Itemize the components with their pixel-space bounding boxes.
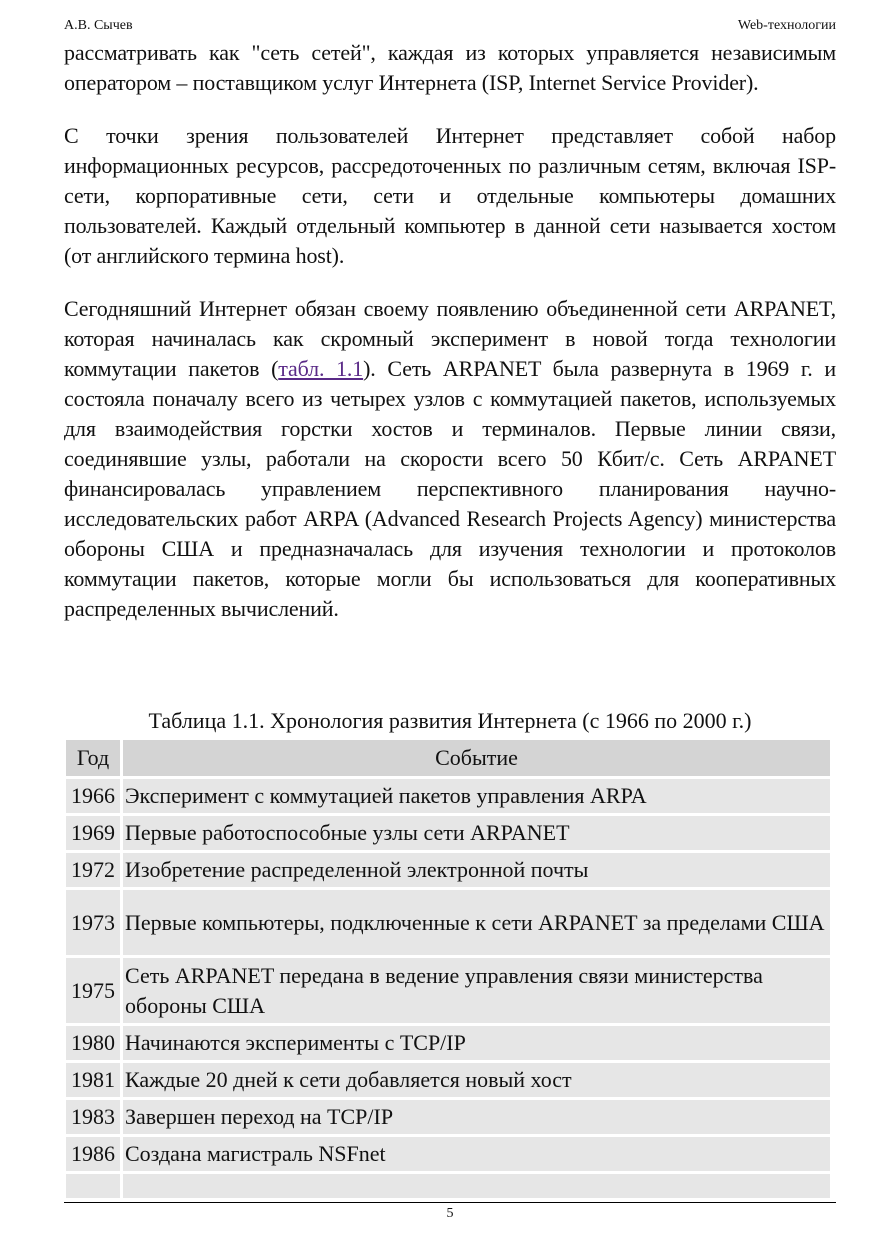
header-event: Событие — [123, 740, 830, 776]
paragraph-1: рассматривать как "сеть сетей", каждая из которых управляется независимым оператором – поставщиком услуг Интернета (ISP, Internet Service Provider). — [64, 40, 836, 95]
row-event-empty — [123, 1174, 830, 1198]
row-year: 1983 — [66, 1100, 120, 1134]
row-year: 1980 — [66, 1026, 120, 1060]
table-row — [66, 853, 830, 887]
header-title: Web-технологии — [737, 18, 836, 33]
row-year: 1981 — [66, 1063, 120, 1097]
document-page — [64, 0, 836, 1241]
paragraph-3-end: ). Сеть ARPANET была развернута в 1969 г. и состояла поначалу всего из четырех узлов с коммутацией пакетов, используемых для взаимодействия горстки хостов и терминалов. Первые линии связи, соединявшие узлы, работали на скорости всего 50 Кбит/с. Сеть ARPANET финансировалась управлением перспективного планирования научно-исследовательских работ ARPA (Advanced Research Projects Agency) министерства обороны США и предназначалась для изучения технологии и протоколов коммутации пакетов, которые могли бы использоваться для кооперативных распределенных вычислений. — [64, 356, 837, 621]
paragraph-2: С точки зрения пользователей Интернет представляет собой набор информационных ресурсов, рассредоточенных по различным сетям, включая ISP-сети, корпоративные сети, сети и отдельные компьютеры домашних пользователей. Каждый отдельный компьютер в данной сети называется хостом (от английского термина host). — [64, 123, 836, 268]
table-row-empty — [66, 1174, 830, 1198]
table-row — [66, 958, 830, 1023]
row-event: Первые работоспособные узлы сети ARPANET — [123, 816, 830, 850]
table-row — [66, 1137, 830, 1171]
row-year: 1973 — [66, 890, 120, 955]
row-year: 1975 — [66, 958, 120, 1023]
header-author: А.В. Сычев — [64, 18, 133, 33]
running-header — [64, 16, 836, 36]
row-year: 1966 — [66, 779, 120, 813]
row-event: Создана магистраль NSFnet — [123, 1137, 830, 1171]
row-event: Первые компьютеры, подключенные к сети ARPANET за пределами США — [123, 890, 830, 955]
body-text — [64, 38, 836, 647]
table-row — [66, 1026, 830, 1060]
table-header-row — [66, 740, 830, 776]
row-event: Сеть ARPANET передана в ведение управления связи министерства обороны США — [123, 958, 830, 1023]
page-number: 5 — [446, 1206, 454, 1221]
paragraph-3 — [64, 294, 836, 624]
row-year: 1969 — [66, 816, 120, 850]
row-year: 1972 — [66, 853, 120, 887]
row-year-empty — [66, 1174, 120, 1198]
footer-divider — [64, 1202, 836, 1203]
row-year: 1986 — [66, 1137, 120, 1171]
paragraph-3-start: Сегодняшний Интернет обязан своему появлению объединенной сети ARPANET, которая начиналась как скромный эксперимент в новой тогда технологии коммутации пакетов ( — [64, 296, 836, 381]
table-row — [66, 779, 830, 813]
header-year: Год — [66, 740, 120, 776]
table-reference-link[interactable]: табл. 1.1 — [278, 356, 364, 381]
table-row — [66, 1100, 830, 1134]
table-row — [66, 890, 830, 955]
table-row — [66, 816, 830, 850]
row-event: Каждые 20 дней к сети добавляется новый хост — [123, 1063, 830, 1097]
row-event: Эксперимент с коммутацией пакетов управления ARPA — [123, 779, 830, 813]
chronology-table — [63, 737, 833, 1201]
table-caption: Таблица 1.1. Хронология развития Интернета (с 1966 по 2000 г.) — [148, 708, 752, 733]
table-row — [66, 1063, 830, 1097]
row-event: Изобретение распределенной электронной почты — [123, 853, 830, 887]
row-event: Завершен переход на TCP/IP — [123, 1100, 830, 1134]
row-event: Начинаются эксперименты с TCP/IP — [123, 1026, 830, 1060]
